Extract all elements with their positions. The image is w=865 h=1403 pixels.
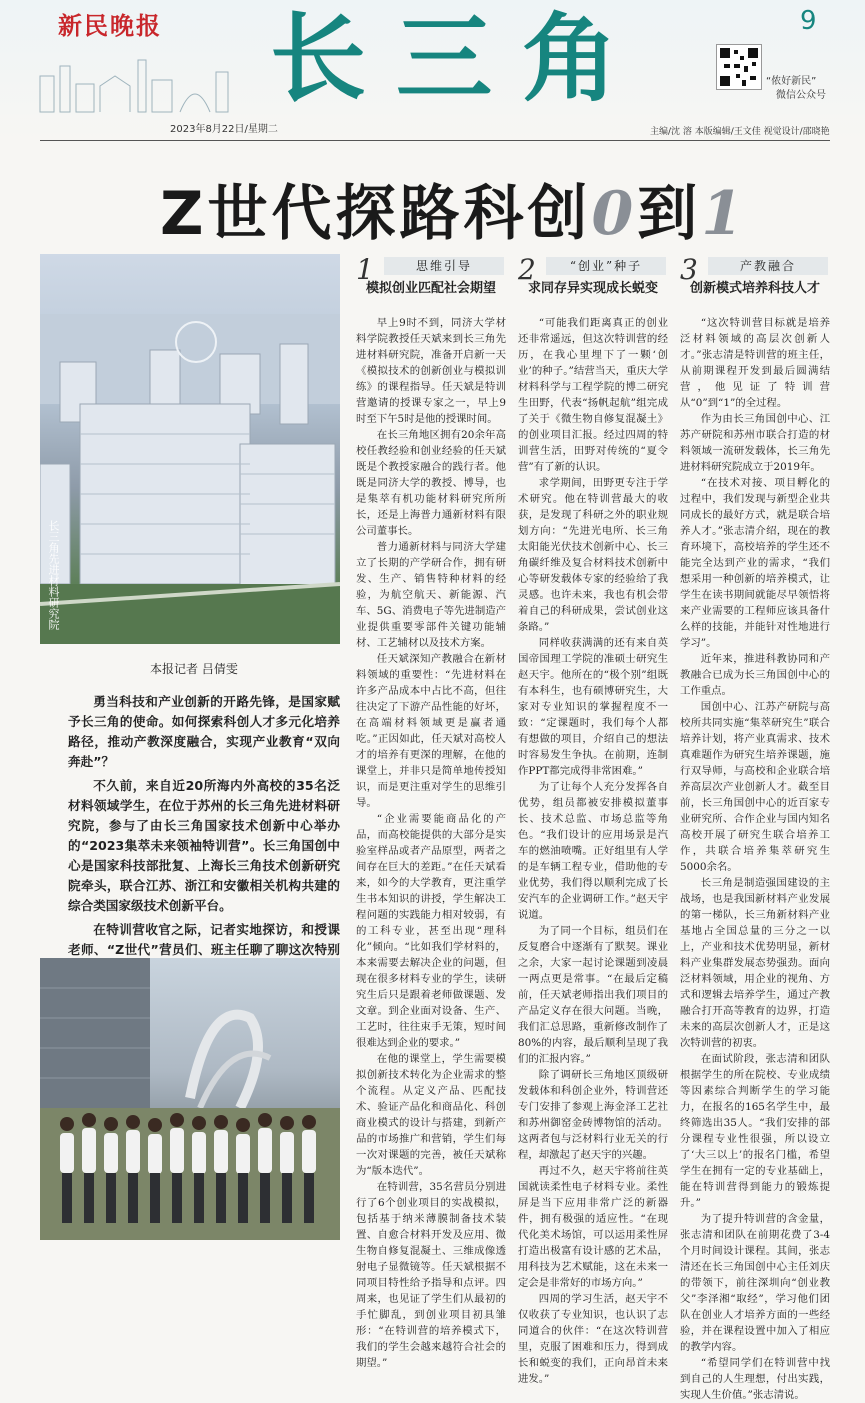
section-body bbox=[680, 315, 830, 1403]
lead-paragraph: 在特训营收官之际，记者实地探访，和授课老师、“Z世代”营员们、班主任聊了聊这次特别 bbox=[68, 922, 340, 957]
article-section-1 bbox=[356, 255, 506, 1371]
page-number: 9 bbox=[800, 6, 817, 36]
body-paragraph: 为了同一个目标，组员们在反复磨合中逐渐有了默契。课业之余，大家一起讨论课题到凌晨一两点更是常事。“在最后定稿前，任天斌老师指出我们项目的产品定义存在很大问题。当晚，我们汇总思路，重新修改制作了80%的内容，最后顺利呈现了我们的汇报内容。” bbox=[518, 925, 668, 1065]
aerial-buildings-illustration bbox=[40, 254, 340, 644]
headline-mid: 到 bbox=[637, 179, 702, 249]
body-paragraph: 求学期间，田野更专注于学术研究。他在特训营最大的收获，是发现了科研之外的职业规划方向：“先进光电所、长三角太阳能光伏技术创新中心、长三角碳纤维及复合材料技术创新中心等研发载体专家的经验给了我灵感。也许未来，我也有机会带着自己的科研成果，尝试创业这条路。” bbox=[518, 477, 668, 633]
section-subtitle: 模拟创业匹配社会期望 bbox=[365, 281, 496, 296]
body-paragraph: “这次特训营目标就是培养泛材料领域的高层次创新人才。”张志清是特训营的班主任，从前期课程开发到最后圆满结营，他见证了特训营从“0”到“1”的全过程。 bbox=[680, 317, 830, 409]
body-paragraph: 为了提升特训营的含金量，张志清和团队在前期花费了3-4个月时间设计课程。其间，张志清还在长三角国创中心主任刘庆的带领下，前往深圳向“创业教父”李泽湘“取经”，学习他们团队在创业人才培养方面的一些经验，并在课程设置中加入了相应的教学内容。 bbox=[680, 1213, 830, 1353]
headline-zero: 0 bbox=[591, 179, 638, 249]
qr-label-type: 微信公众号 bbox=[776, 90, 826, 101]
lead-paragraph: 不久前，来自近20所海内外高校的35名泛材料领域学生，在位于苏州的长三角先进材料研究院，参与了由长三角国家技术创新中心举办的“2023集萃未来领袖特训营”。长三角国创中心是国家科技部批复、上海长三角技术创新研究院牵头，联合江苏、浙江和安徽相关机构共建的综合类国家级技术创新平台。 bbox=[68, 778, 340, 913]
body-paragraph: 同样收获满满的还有来自英国帝国理工学院的准硕士研究生赵天宇。他所在的“极个别”组既有本科生，也有硕博研究生，大家对专业知识的掌握程度不一致：“定课题时，我们每个人都有想做的项目，介绍自己的想法时容易发生争执。在前期，连制作PPT都完成得非常困难。” bbox=[518, 637, 668, 777]
issue-date: 2023年8月22日/星期二 bbox=[170, 124, 278, 135]
section-number: 1 bbox=[356, 253, 374, 286]
skyline-illustration bbox=[20, 36, 260, 116]
lead-paragraph: 勇当科技和产业创新的开路先锋，是国家赋予长三角的使命。如何探索科创人才多元化培养路径，推动产教深度融合，实现产业教育“双向奔赴”？ bbox=[68, 694, 340, 769]
body-paragraph: 四周的学习生活，赵天宇不仅收获了专业知识，也认识了志同道合的伙伴：“在这次特训营里，克服了困难和压力，得到成长和蜕变的我们，正向昂首未来进发。” bbox=[518, 1293, 668, 1385]
body-paragraph: 普力通新材料与同济大学建立了长期的产学研合作，拥有研发、生产、销售特种材料的经验，为航空航天、新能源、汽车、5G、消费电子等先进制造产业提供重要零部件关键功能辅材、工艺辅材以及技术方案。 bbox=[356, 541, 506, 649]
qr-code-icon bbox=[716, 44, 762, 90]
section-number: 3 bbox=[680, 253, 698, 286]
body-paragraph: “在技术对接、项目孵化的过程中，我们发现与新型企业共同成长的最好方式，就是联合培养人才。”张志清介绍，现在的教育环境下，高校培养的学生还不能完全达到产业的需求，“我们想采用一种创新的培养模式，让学生在读书期间就能尽早领悟将来产业需要的工程师应该具备什么样的技能，并能针对性地进行学习”。 bbox=[680, 477, 830, 649]
section-kicker: “创业”种子 bbox=[546, 257, 666, 275]
institute-aerial-photo bbox=[40, 254, 340, 644]
body-paragraph: 在长三角地区拥有20余年高校任教经验和创业经验的任天斌既是个教授家融合的践行者。他既是同济大学的教授、博导，也是集萃有机功能材料研究所所长，还是上海普力通新材料有限公司董事长。 bbox=[356, 429, 506, 537]
body-paragraph: 长三角是制造强国建设的主战场，也是我国新材料产业发展的第一梯队，长三角新材料产业基地占全国总量的三分之一以上，产业和技术优势明显，新材料产业集群发展态势强劲。面向泛材料领域，用企业的视角、方式和逻辑去培养学生，通过产教融合打开高等教育的边界，打造未来的高层次创新人才，正是这次特训营的初衷。 bbox=[680, 877, 830, 1049]
lead-section bbox=[68, 692, 340, 984]
headline-text: Z世代探路科创 bbox=[160, 179, 592, 249]
group-photo-illustration bbox=[40, 958, 340, 1240]
headline-one: 1 bbox=[701, 179, 748, 249]
section-body bbox=[356, 315, 506, 1371]
section-title: 长三角 bbox=[270, 3, 648, 115]
photo-caption: 长三角先进材料研究院 bbox=[47, 520, 60, 630]
body-paragraph: 在特训营，35名营员分别进行了6个创业项目的实战模拟，包括基于纳米薄膜制备技术装置、自愈合材料开发及应用、微生物自修复混凝土、三维成像透射电子显微镜等。任天斌根据不同项目特性给予指导和点评。四周来，也见证了学生们从最初的手忙脚乱，到创业项目初具雏形：“在特训营的培养模式下，我们的学生会越来越符合社会的期望。” bbox=[356, 1181, 506, 1369]
body-paragraph: “希望同学们在特训营中找到自己的人生理想，付出实践，实现人生价值。”张志清说。 bbox=[680, 1357, 830, 1401]
section-subtitle: 创新模式培养科技人才 bbox=[689, 281, 820, 296]
section-body bbox=[518, 315, 668, 1387]
body-paragraph: “可能我们距离真正的创业还非常遥远，但这次特训营的经历，在我心里埋下了一颗‘创业’的种子。”结营当天，重庆大学材料科学与工程学院的博二研究生田野，代表“扬帆起航”组完成了关于《微生物自修复混凝土》的创业项目汇报。经过四周的特训营生活，田野对传统的“夏令营”有了新的认识。 bbox=[518, 317, 668, 473]
body-paragraph: 早上9时不到，同济大学材料学院教授任天斌来到长三角先进材料研究院，准备开启新一天《模拟技术的创新创业与模拟训练》的课程指导。任天斌是特训营邀请的授课专家之一，早上9时至下午5时是他的授课时间。 bbox=[356, 317, 506, 425]
newspaper-logo: 新民晚报 bbox=[58, 12, 162, 40]
body-paragraph: 除了调研长三角地区顶级研发载体和科创企业外，特训营还专门安排了参观上海金泽工艺社和苏州御窑金砖博物馆的活动。这两者包与泛材料行业无关的行程，却激起了赵天宇的兴趣。 bbox=[518, 1069, 668, 1161]
body-paragraph: 近年来，推进科教协同和产教融合已成为长三角国创中心的工作重点。 bbox=[680, 653, 830, 697]
section-number: 2 bbox=[518, 253, 536, 286]
body-paragraph: 在他的课堂上，学生需要模拟创新技术转化为企业需求的整个流程。从定义产品、匹配技术、验证产品化和商品化、科创商业模式的设计与搭建，到新产品的市场推广和营销，学生们每一次对课题的完善，被任天斌称为“版本迭代”。 bbox=[356, 1053, 506, 1177]
body-paragraph: 再过不久，赵天宇将前往英国就读柔性电子材料专业。柔性屏是当下应用非常广泛的新器件，拥有极强的适应性。“在现代化美术场馆，可以运用柔性屏打造出极富有设计感的艺术品，用科技为艺术赋能，这在未来一定会是非常好的市场方向。” bbox=[518, 1165, 668, 1289]
editor-credits: 主编/沈 溶 本版编辑/王文佳 视觉设计/邵晓艳 bbox=[650, 127, 830, 137]
body-paragraph: 作为由长三角国创中心、江苏产研院和苏州市联合打造的材料领域一流研发载体，长三角先进材料研究院成立于2019年。 bbox=[680, 413, 830, 473]
article-section-3 bbox=[680, 255, 830, 1403]
section-subtitle: 求同存异实现成长蜕变 bbox=[527, 281, 658, 296]
body-paragraph: 为了让每个人充分发挥各自优势，组员都被安排模拟董事长、技术总监、市场总监等角色。“我们设计的应用场景是汽车的燃油喷嘴。正好组里有人学的是车辆工程专业，借助他的专业优势，我们得以顺利完成了长安汽车的企业调研工作。”赵天宇说道。 bbox=[518, 781, 668, 921]
masthead-divider bbox=[40, 140, 830, 141]
body-paragraph: 国创中心、江苏产研院与高校所共同实施“集萃研究生”联合培养计划，将产业真需求、技术真难题作为研究生培养课题，施行双导师，与高校和企业联合培养高层次产业创新人才。截至目前，长三角国创中心的近百家专业研究所、合作企业与国内知名高校开展了研究生联合培养工作，共联合培养集萃研究生5000余名。 bbox=[680, 701, 830, 873]
section-kicker: 产教融合 bbox=[708, 257, 828, 275]
body-paragraph: 在面试阶段，张志清和团队根据学生的所在院校、专业成绩等因素综合判断学生的学习能力，在报名的165名学生中，最终筛选出35人。“我们安排的部分课程专业性很强，所以设立了‘大三以上’的报名门槛，希望学生在拥有一定的专业基础上，能在特训营得到能力的锻炼提升。” bbox=[680, 1053, 830, 1209]
article-section-2 bbox=[518, 255, 668, 1387]
page-headline bbox=[160, 166, 747, 252]
section-header bbox=[356, 255, 506, 315]
section-header bbox=[518, 255, 668, 315]
section-header bbox=[680, 255, 830, 315]
body-paragraph: “企业需要能商品化的产品，而高校能提供的大部分是实验室样品或者产品原型，两者之间存在巨大的差距。”在任天斌看来，如今的大学教育，更注重学生书本知识的讲授，学生解决工程问题的实践能力相对较弱，有的工科专业，甚至出现“理科化”倾向。“比如我们学材料的，本来需要去解决企业的问题，但现在很多材料专业的学生，读研究生后只是跟着老师做课题、发文章。到企业面对设备、生产、工艺时，往往束手无策，短时间很难达到企业的要求。” bbox=[356, 813, 506, 1049]
body-paragraph: 任天斌深知产教融合在新材料领域的重要性：“先进材料在许多产品成本中占比不高，但往往决定了下游产品性能的好坏，在高端材料领域更是赢者通吃。”正因如此，任天斌对高校人才的培养有更深的理解，在他的课堂上，并非只是简单地传授知识，而是更注重对学生的思维引导。 bbox=[356, 653, 506, 809]
qr-label-account: “侬好新民” bbox=[766, 76, 817, 87]
group-photo bbox=[40, 958, 340, 1240]
reporter-byline: 本报记者 吕倩雯 bbox=[150, 662, 238, 676]
section-kicker: 思维引导 bbox=[384, 257, 504, 275]
